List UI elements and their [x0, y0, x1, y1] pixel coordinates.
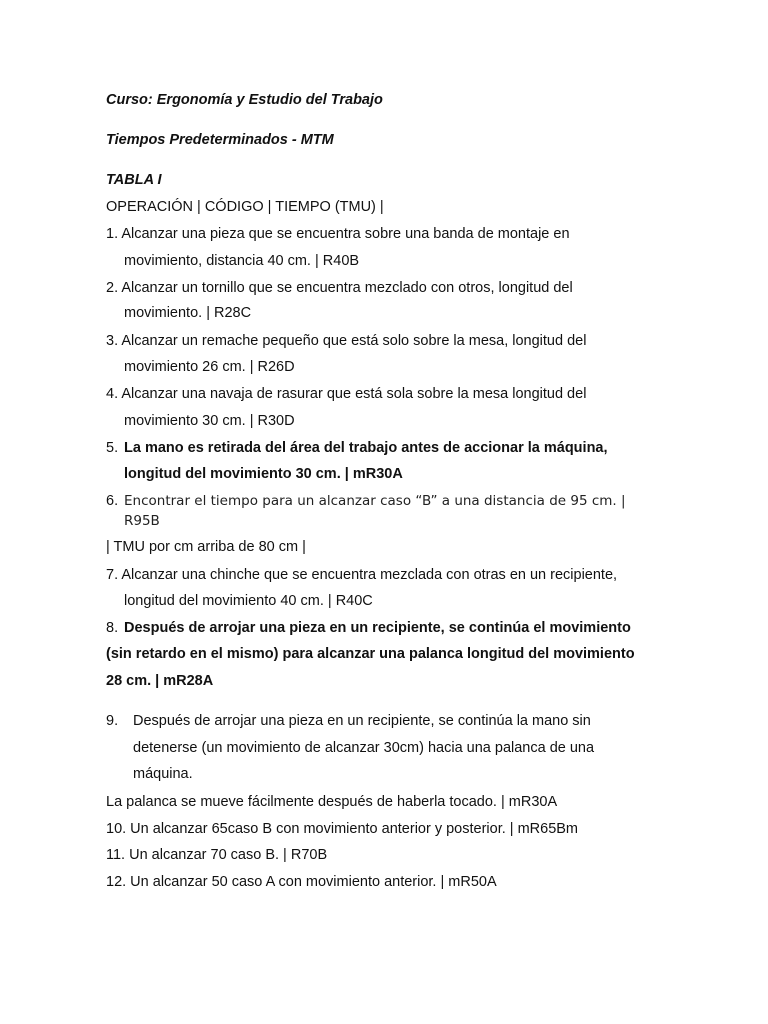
tmu-note: | TMU por cm arriba de 80 cm | — [106, 539, 306, 555]
item-12: 12. Un alcanzar 50 caso A con movimiento anterior. | mR50A — [106, 874, 497, 890]
table-title: TABLA I — [106, 172, 162, 188]
item-11: 11. Un alcanzar 70 caso B. | R70B — [106, 847, 328, 863]
item-6-line-1: Encontrar el tiempo para un alcanzar caso “B” a una distancia de 95 cm. | — [124, 493, 626, 509]
item-8-line-1: Después de arrojar una pieza en un recipiente, se continúa el movimiento — [124, 620, 631, 636]
item-9-line-2: detenerse (un movimiento de alcanzar 30cm) hacia una palanca de una — [133, 740, 595, 756]
item-5-line-2: longitud del movimiento 30 cm. | mR30A — [124, 466, 403, 482]
item-1-line-1: 1. Alcanzar una pieza que se encuentra sobre una banda de montaje en — [106, 226, 570, 242]
item-2-line-2: movimiento. | R28C — [124, 305, 252, 321]
item-2-line-1: 2. Alcanzar un tornillo que se encuentra mezclado con otros, longitud del — [106, 280, 573, 296]
lever-note: La palanca se mueve fácilmente después de haberla tocado. | mR30A — [106, 794, 558, 810]
item-5-line-1: La mano es retirada del área del trabajo antes de accionar la máquina, — [124, 440, 608, 456]
item-6-line-2: R95B — [124, 513, 160, 529]
item-8-line-2: (sin retardo en el mismo) para alcanzar una palanca longitud del movimiento — [106, 646, 635, 662]
item-10: 10. Un alcanzar 65caso B con movimiento anterior y posterior. | mR65Bm — [106, 821, 579, 837]
item-7-line-1: 7. Alcanzar una chinche que se encuentra mezclada con otras en un recipiente, — [106, 567, 618, 583]
item-9-number: 9. — [106, 713, 119, 729]
item-9-line-3: máquina. — [133, 766, 193, 782]
course-title: Curso: Ergonomía y Estudio del Trabajo — [106, 92, 383, 108]
table-header: OPERACIÓN | CÓDIGO | TIEMPO (TMU) | — [106, 199, 384, 215]
subject-title: Tiempos Predeterminados - MTM — [106, 132, 334, 148]
item-4-line-1: 4. Alcanzar una navaja de rasurar que está sola sobre la mesa longitud del — [106, 386, 587, 402]
item-3-line-2: movimiento 26 cm. | R26D — [124, 359, 295, 375]
item-1-line-2: movimiento, distancia 40 cm. | R40B — [124, 253, 360, 269]
item-8-number: 8. — [106, 620, 119, 636]
item-3-line-1: 3. Alcanzar un remache pequeño que está solo sobre la mesa, longitud del — [106, 333, 587, 349]
item-5-number: 5. — [106, 440, 119, 456]
item-6-number: 6. — [106, 493, 119, 509]
item-8-line-3: 28 cm. | mR28A — [106, 673, 214, 689]
item-9-line-1: Después de arrojar una pieza en un recipiente, se continúa la mano sin — [133, 713, 591, 729]
item-4-line-2: movimiento 30 cm. | R30D — [124, 413, 295, 429]
item-7-line-2: longitud del movimiento 40 cm. | R40C — [124, 593, 373, 609]
